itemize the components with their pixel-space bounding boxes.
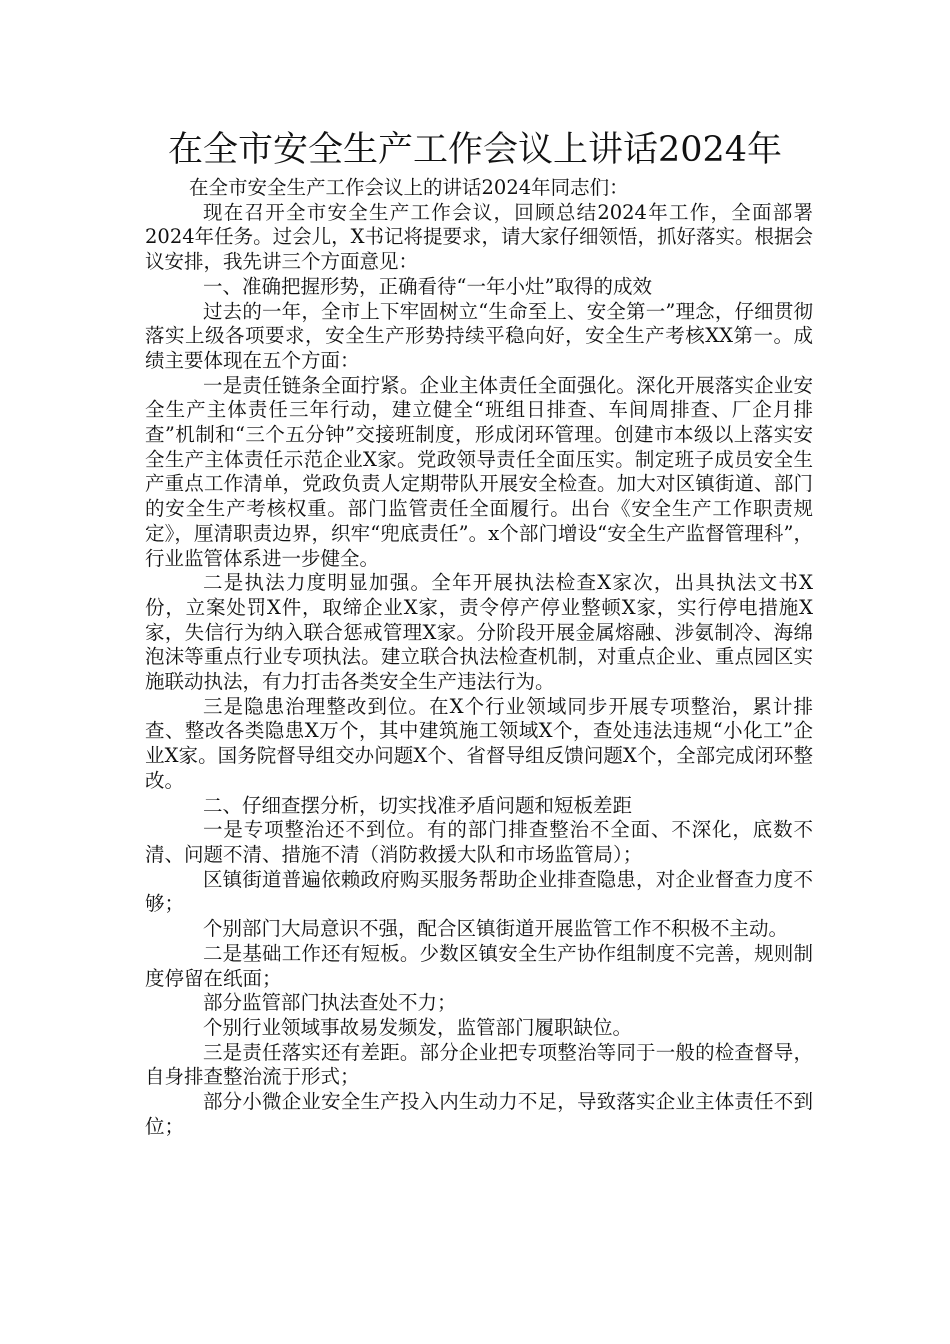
paragraph: 过去的一年，全市上下牢固树立“生命至上、安全第一”理念，仔细贯彻落实上级各项要求，安全生产形势持续平稳向好，安全生产考核XX第一。成绩主要体现在五个方面： [145,299,813,372]
paragraph: 二是基础工作还有短板。少数区镇安全生产协作组制度不完善，规则制度停留在纸面； [145,941,813,990]
section-heading: 二、仔细查摆分析，切实找准矛盾问题和短板差距 [203,793,633,817]
document-title: 在全市安全生产工作会议上讲话2024年 [167,130,783,170]
paragraph: 在全市安全生产工作会议上的讲话2024年同志们： [189,176,629,199]
paragraph: 现在召开全市安全生产工作会议，回顾总结2024年工作，全面部署2024年任务。过会儿，X书记将提要求，请大家仔细领悟，抓好落实。根据会议安排，我先讲三个方面意见： [145,200,814,274]
paragraph: 部分小微企业安全生产投入内生动力不足，导致落实企业主体责任不到位； [145,1090,813,1138]
paragraph: 个别行业领域事故易发频发，监管部门履职缺位。 [203,1015,633,1039]
paragraph: 一是专项整治还不到位。有的部门排查整治不全面、不深化，底数不清、问题不清、措施不清（消防救援大队和市场监管局）； [145,818,813,866]
paragraph: 三是隐患治理整改到位。在X个行业领域同步开展专项整治，累计排查、整改各类隐患X万个，其中建筑施工领域X个，查处违法违规“小化工”企业X家。国务院督导组交办问题X个、省督导组反馈问题X个，全部完成闭环整改。 [145,694,813,792]
section-heading: 一、准确把握形势，正确看待“一年小灶”取得的成效 [203,274,652,298]
paragraph: 部分监管部门执法查处不力； [203,991,457,1015]
document-body [145,176,813,1139]
paragraph: 一是责任链条全面拧紧。企业主体责任全面强化。深化开展落实企业安全生产主体责任三年行动，建立健全“班组日排查、车间周排查、厂企月排查”机制和“三个五分钟”交接班制度，形成闭环管理。创建市本级以上落实安全生产主体责任示范企业X家。党政领导责任全面压实。制定班子成员安全生产重点工作清单，党政负责人定期带队开展安全检查。加大对区镇街道、部门的安全生产考核权重。部门监管责任全面履行。出台《安全生产工作职责规定》，厘清职责边界，织牢“兜底责任”。x个部门增设“安全生产监督管理科”，行业监管体系进一步健全。 [145,373,813,570]
paragraph: 三是责任落实还有差距。部分企业把专项整治等同于一般的检查督导，自身排查整治流于形式； [145,1040,813,1089]
paragraph: 区镇街道普遍依赖政府购买服务帮助企业排查隐患，对企业督查力度不够； [145,867,813,916]
paragraph: 二是执法力度明显加强。全年开展执法检查X家次，出具执法文书X份，立案处罚X件，取缔企业X家，责令停产停业整顿X家，实行停电措施X家，失信行为纳入联合惩戒管理X家。分阶段开展金属熔融、涉氨制冷、海绵泡沫等重点行业专项执法。建立联合执法检查机制，对重点企业、重点园区实施联动执法，有力打击各类安全生产违法行为。 [145,571,813,694]
paragraph: 个别部门大局意识不强，配合区镇街道开展监管工作不积极不主动。 [203,917,789,941]
